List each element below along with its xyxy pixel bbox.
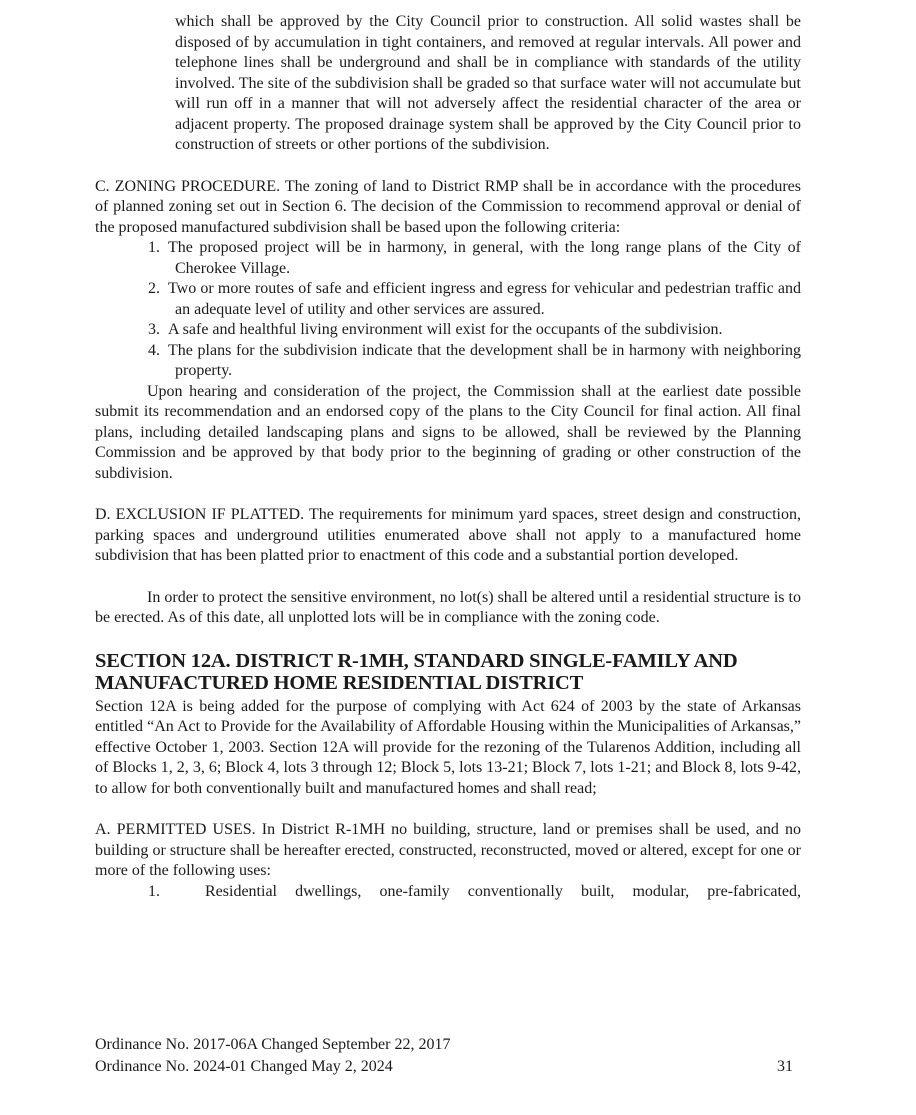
paragraph-section-d-exclusion: D. EXCLUSION IF PLATTED. The requirements for minimum yard spaces, street design and construction, parking spaces and underground utilities enumerated above shall not apply to a manufactured home subdivision that has been platted prior to enactment of this code and a substantial portion developed.	[95, 506, 801, 564]
list-text: Two or more routes of safe and efficient ingress and egress for vehicular and pedestrian traffic and an adequate level of utility and other services are assured.	[168, 280, 801, 318]
list-text: Residential dwellings, one-family conventionally built, modular, pre-fabricated,	[205, 882, 801, 900]
list-text: A safe and healthful living environment will exist for the occupants of the subdivision.	[168, 321, 723, 338]
paragraph-section-c-zoning-procedure: C. ZONING PROCEDURE. The zoning of land to District RMP shall be in accordance with the procedures of planned zoning set out in Section 6. The decision of the Commission to recommend approval or denial of the proposed manufactured subdivision shall be based upon the following criteria:	[95, 177, 801, 236]
footer-row	[95, 1056, 801, 1078]
list-number: 4.	[148, 341, 160, 359]
footer-ordinance-line-1: Ordinance No. 2017-06A Changed September 22, 2017	[95, 1036, 451, 1053]
paragraph-section-12a-intro: Section 12A is being added for the purpose of complying with Act 624 of 2003 by the state of Arkansas entitled “An Act to Provide for the Availability of Affordable Housing within the Municipalities of Arkansas,” effective October 1, 2003. Section 12A will provide for the rezoning of the Tularenos Addition, including all of Blocks 1, 2, 3, 6; Block 4, lots 3 through 12; Block 5, lots 13-21; Block 7, lots 1-21; and Block 8, lots 9-42, to allow for both conventionally built and manufactured homes and shall read;	[95, 697, 801, 797]
paragraph-intro-continuation: which shall be approved by the City Council prior to construction. All solid wastes shall be disposed of by accumulation in tight containers, and removed at regular intervals. All power and telephone lines shall be underground and shall be in compliance with standards of the utility involved. The site of the subdivision shall be graded so that surface water will not accumulate but will run off in a manner that will not adversely affect the residential character of the area or adjacent property. The proposed drainage system shall be approved by the City Council prior to construction of streets or other portions of the subdivision.	[175, 13, 801, 153]
criteria-list	[95, 238, 801, 382]
list-text: The plans for the subdivision indicate that the development shall be in harmony with neighboring property.	[168, 341, 801, 379]
list-number: 1.	[148, 239, 160, 256]
list-item	[95, 279, 801, 320]
list-number: 2.	[148, 280, 160, 297]
list-item	[95, 320, 801, 341]
section-12a-heading: SECTION 12A. DISTRICT R-1MH, STANDARD SINGLE-FAMILY AND MANUFACTURED HOME RESIDENTIAL DISTRICT	[95, 649, 738, 694]
paragraph-upon-hearing: Upon hearing and consideration of the project, the Commission shall at the earliest date possible submit its recommendation and an endorsed copy of the plans to the City Council for final action. All final plans, including detailed landscaping plans and signs to be allowed, shall be reviewed by the Planning Commission and be approved by that body prior to the beginning of grading or other construction of the subdivision.	[95, 382, 801, 482]
page-number: 31	[777, 1057, 793, 1075]
list-item	[95, 341, 801, 382]
list-item	[95, 238, 801, 279]
list-item	[95, 882, 801, 903]
list-number: 1.	[148, 882, 160, 900]
paragraph-section-a-permitted-uses: A. PERMITTED USES. In District R-1MH no building, structure, land or premises shall be used, and no building or structure shall be hereafter erected, constructed, reconstructed, moved or altered, except for one or more of the following uses:	[95, 821, 801, 879]
page-footer	[95, 1034, 801, 1077]
paragraph-sensitive-environment: In order to protect the sensitive environment, no lot(s) shall be altered until a residential structure is to be erected. As of this date, all unplotted lots will be in compliance with the zoning code.	[95, 588, 801, 626]
list-text: The proposed project will be in harmony, in general, with the long range plans of the City of Cherokee Village.	[168, 239, 801, 277]
list-number: 3.	[148, 321, 160, 338]
footer-ordinance-line-2: Ordinance No. 2024-01 Changed May 2, 2024	[95, 1057, 393, 1075]
